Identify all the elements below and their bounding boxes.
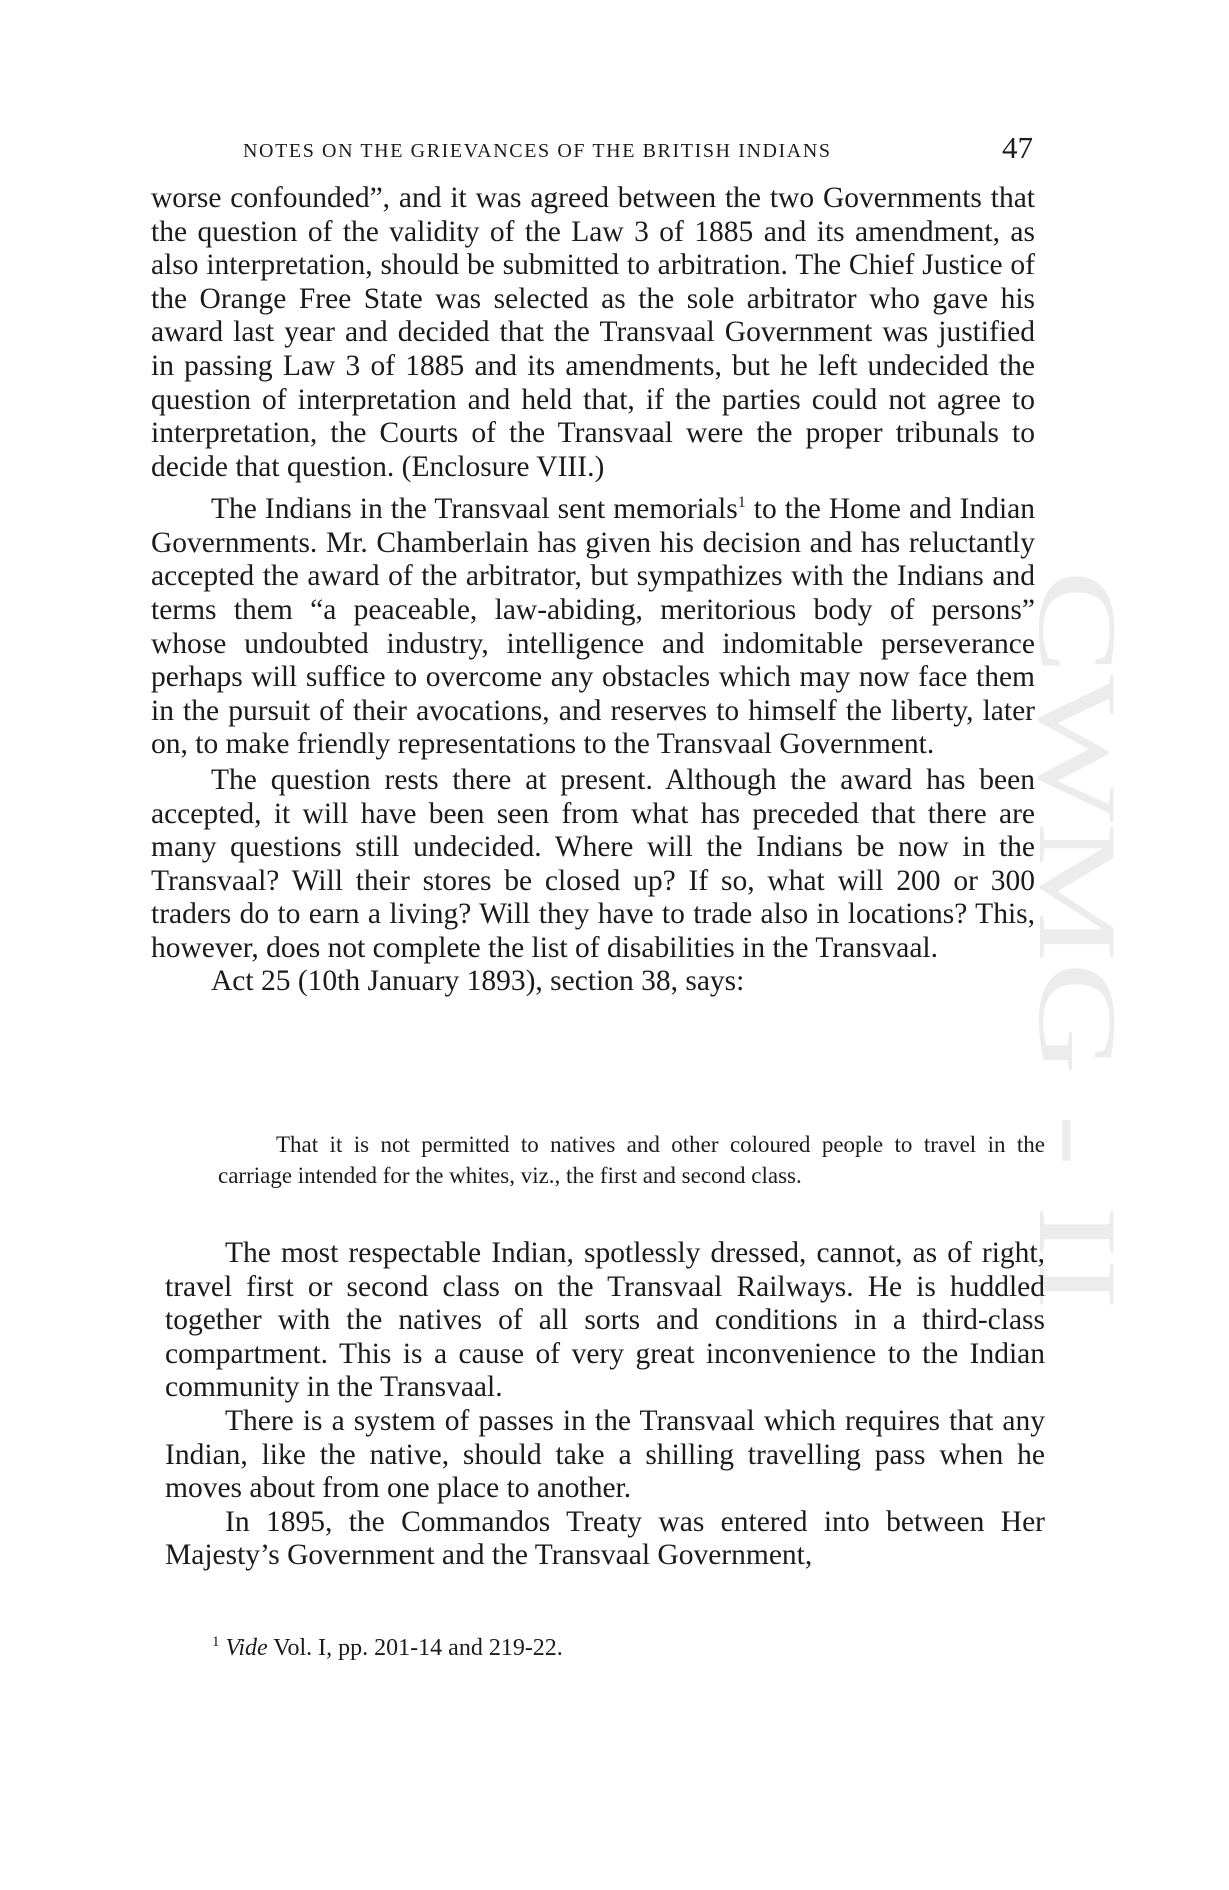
footnote-marker: 1 <box>212 1634 220 1650</box>
main-text-continued <box>165 1237 1045 1573</box>
watermark-text: CWMG - II <box>1018 570 1139 1099</box>
footnote-reference: 1 <box>737 494 746 512</box>
footnote-text: Vol. I, pp. 201-14 and 219-22. <box>267 1635 563 1661</box>
running-title: NOTES ON THE GRIEVANCES OF THE BRITISH INDIANS <box>243 140 832 162</box>
paragraph-2-start: The Indians in the Transvaal sent memorials <box>211 493 738 526</box>
watermark-graphic <box>1018 570 1153 1330</box>
paragraph-6: There is a system of passes in the Transvaal which requires that any Indian, like the native, should take a shilling travelling pass when he moves about from one place to another. <box>165 1404 1045 1505</box>
paragraph-1: worse confounded”, and it was agreed between the two Governments that the question of the validity of the Law 3 of 1885 and its amendment, as also interpretation, should be submitted to arbitration. The Chief Justice of the Orange Free State was selected as the sole arbitrator who gave his award last year and decided that the Transvaal Government was justified in passing Law 3 of 1885 and its amendments, but he left undecided the question of interpretation and held that, if the parties could not agree to interpretation, the Courts of the Transvaal were the proper tribunals to decide that question. (Enclosure VIII.) <box>151 182 1035 483</box>
footnote <box>212 1627 912 1663</box>
paragraph-4: Act 25 (10th January 1893), section 38, says: <box>211 965 745 998</box>
paragraph-3: The question rests there at present. Although the award has been accepted, it will have been seen from what has preceded that there are many questions still undecided. Where will the Indians be now in the Transvaal? Will their stores be closed up? If so, what will 200 or 300 traders do to earn a living? Will they have to trade also in locations? This, however, does not complete the list of disabilities in the Transvaal. <box>151 763 1035 964</box>
page-number: 47 <box>1002 130 1033 165</box>
paragraph-5: The most respectable Indian, spotlessly dressed, cannot, as of right, travel first or second class on the Transvaal Railways. He is huddled together with the natives of all sorts and conditions in a third-class compartment. This is a cause of very great inconvenience to the Indian community in the Transvaal. <box>165 1237 1045 1404</box>
footnote-vide: Vide <box>225 1635 268 1661</box>
block-quote: That it is not permitted to natives and other coloured people to travel in the carriage intended for the whites, viz., the first and second class. <box>218 1132 1045 1188</box>
paragraph-2-rest: to the Home and Indian Governments. Mr. Chamberlain has given his decision and has reluctantly accepted the award of the arbitrator, but sympathizes with the Indians and terms them “a peaceable, law-abiding, meritorious body of persons” whose undoubted industry, intelligence and indomitable perseverance perhaps will suffice to overcome any obstacles which may now face them in the pursuit of their avocations, and reserves to himself the liberty, later on, to make friendly representations to the Transvaal Government. <box>151 493 1035 761</box>
paragraph-2 <box>151 486 1035 762</box>
watermark <box>1018 570 1153 1330</box>
paragraph-7: In 1895, the Commandos Treaty was entered into between Her Majesty’s Government and the Transvaal Government, <box>165 1505 1045 1572</box>
page-header <box>243 128 1033 172</box>
main-text <box>151 182 1035 999</box>
